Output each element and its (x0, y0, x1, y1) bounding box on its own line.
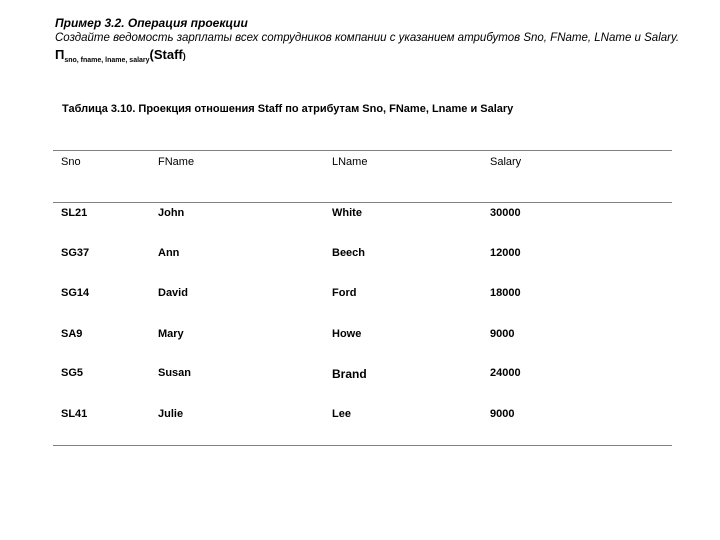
cell-sno: SA9 (61, 328, 83, 340)
header-fname: FName (158, 156, 195, 168)
cell-salary: 9000 (490, 328, 515, 340)
header-lname: LName (332, 156, 368, 168)
cell-fname: David (158, 287, 188, 299)
table-header-rule (53, 202, 672, 203)
header-salary: Salary (490, 156, 522, 168)
cell-sno: SG5 (61, 367, 84, 379)
cell-fname: Julie (158, 408, 184, 420)
projection-formula (55, 46, 186, 64)
projection-subscript: sno, fname, lname, salary (64, 57, 150, 64)
cell-fname: Mary (158, 328, 184, 340)
cell-lname: Beech (332, 247, 366, 259)
cell-lname: Brand (332, 367, 367, 381)
cell-sno: SG14 (61, 287, 90, 299)
task-text: Создайте ведомость зарплаты всех сотрудников компании с указанием атрибутов Sno, FName, LName и Salary. (55, 32, 680, 44)
cell-fname: John (158, 207, 185, 219)
cell-sno: SL41 (61, 408, 88, 420)
cell-lname: Lee (332, 408, 351, 420)
table-bottom-rule (53, 445, 672, 446)
cell-fname: Ann (158, 247, 180, 259)
projection-symbol: П (55, 47, 65, 62)
projection-close-paren: ) (182, 51, 186, 61)
cell-lname: White (332, 207, 362, 219)
cell-sno: SG37 (61, 247, 90, 259)
table-top-rule (53, 150, 672, 151)
projection-argument: (Staff (149, 47, 183, 62)
cell-salary: 30000 (490, 207, 521, 219)
header-sno: Sno (61, 156, 81, 168)
cell-salary: 12000 (490, 247, 521, 259)
table-caption: Таблица 3.10. Проекция отношения Staff по атрибутам Sno, FName, Lname и Salary (62, 103, 514, 115)
cell-salary: 24000 (490, 367, 521, 379)
example-title: Пример 3.2. Операция проекции (55, 16, 248, 30)
cell-lname: Howe (332, 328, 362, 340)
cell-salary: 18000 (490, 287, 521, 299)
cell-fname: Susan (158, 367, 192, 379)
cell-lname: Ford (332, 287, 357, 299)
cell-sno: SL21 (61, 207, 88, 219)
cell-salary: 9000 (490, 408, 515, 420)
